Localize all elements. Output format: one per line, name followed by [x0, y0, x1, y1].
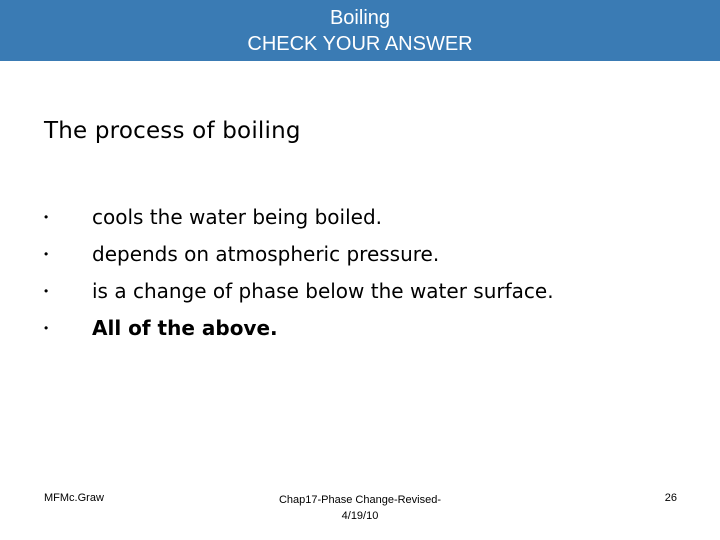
- answer-option-text: is a change of phase below the water surface.: [92, 279, 554, 303]
- footer-file-line: Chap17-Phase Change-Revised-: [278, 494, 442, 506]
- footer-page-number: 26: [664, 492, 677, 504]
- footer-file-date: 4/19/10: [341, 510, 379, 522]
- bullet-icon: •: [44, 284, 49, 298]
- answer-option-text: depends on atmospheric pressure.: [92, 242, 440, 266]
- answer-option: [44, 272, 684, 309]
- answer-options-list: [44, 198, 684, 347]
- footer-file-name: [260, 492, 460, 524]
- footer-author: MFMc.Graw: [44, 492, 104, 504]
- slide-header: [0, 0, 720, 61]
- answer-option: [44, 198, 684, 235]
- slide-subtitle: CHECK YOUR ANSWER: [247, 33, 473, 55]
- bullet-icon: •: [44, 247, 49, 261]
- correct-answer-option: [44, 309, 684, 347]
- bullet-icon: •: [44, 321, 49, 335]
- slide-title: Boiling: [329, 7, 391, 29]
- bullet-icon: •: [44, 210, 49, 224]
- question-text: The process of boiling: [44, 118, 301, 144]
- answer-option: [44, 235, 684, 272]
- answer-option-text: cools the water being boiled.: [92, 205, 383, 229]
- correct-answer-text: All of the above.: [92, 316, 278, 340]
